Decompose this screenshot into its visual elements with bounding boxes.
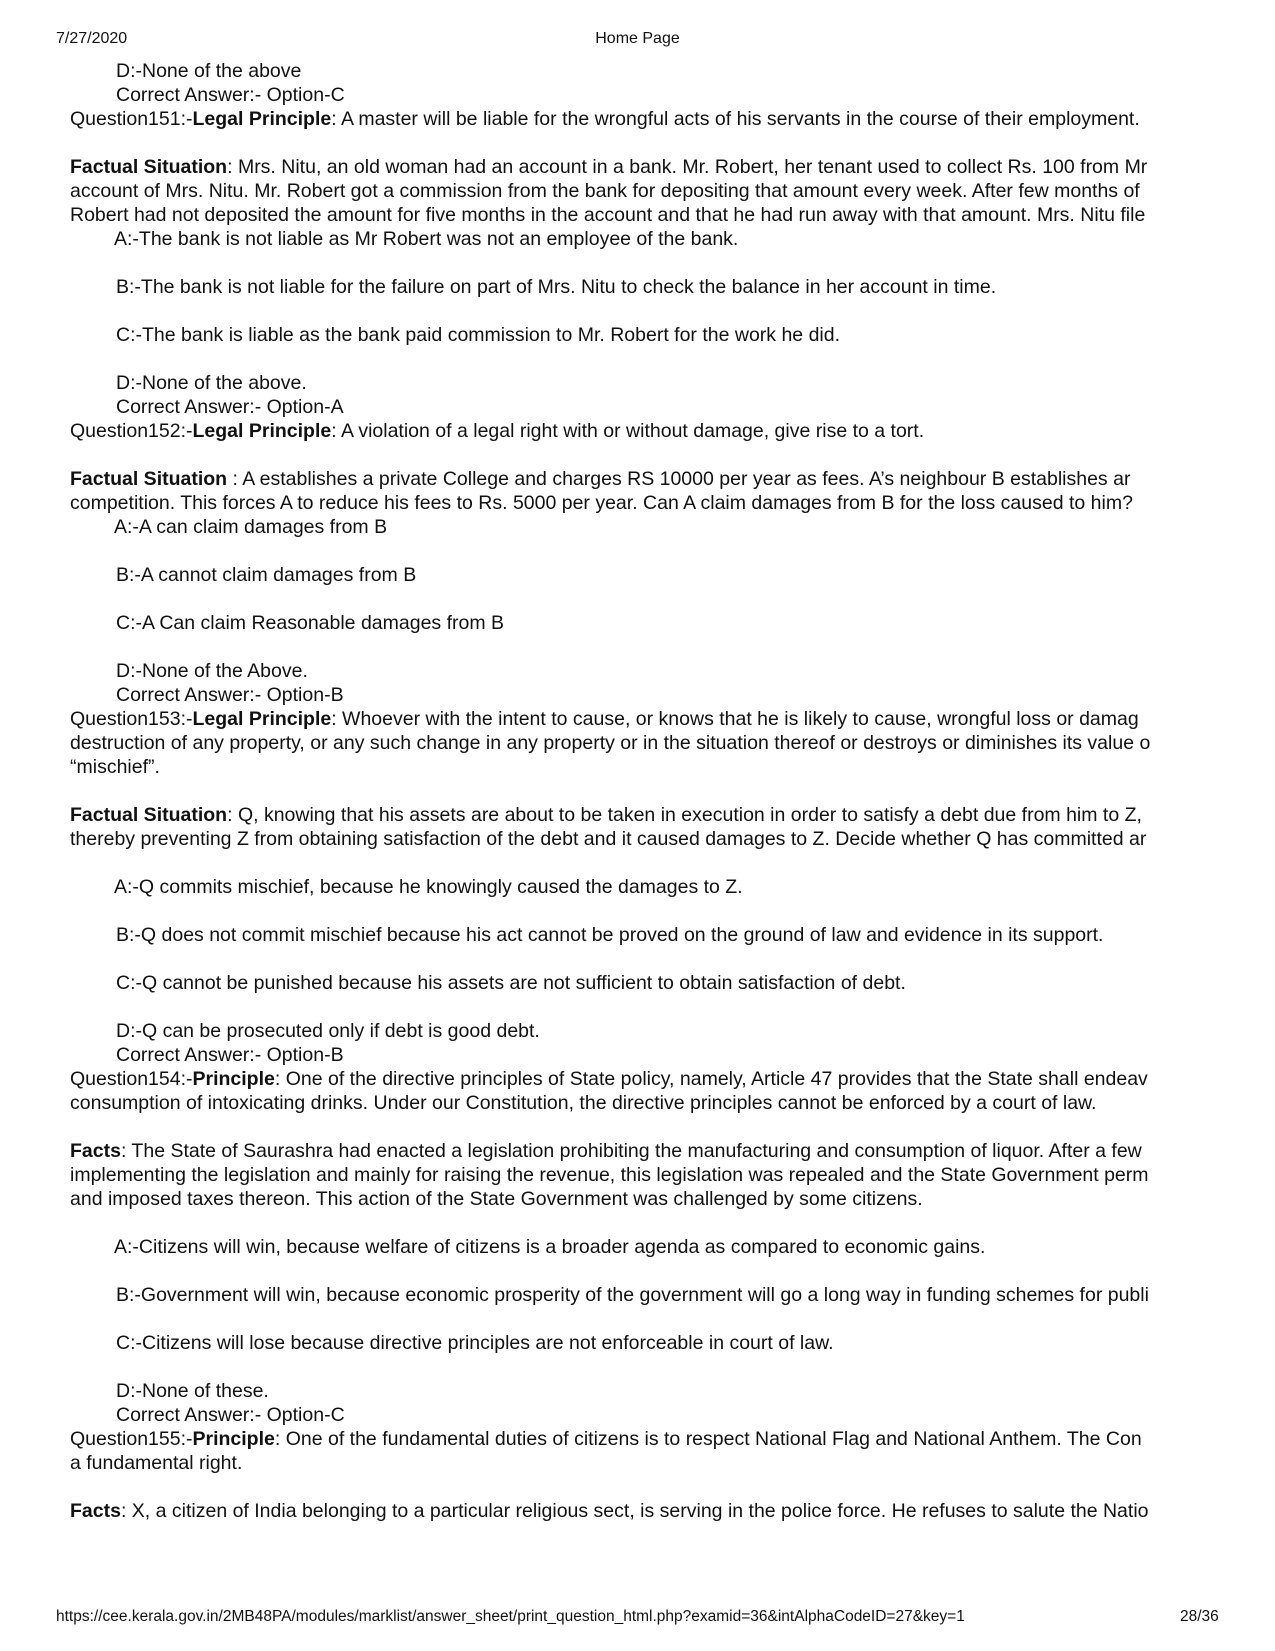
- option-d: D:-None of the above.: [116, 372, 307, 394]
- principle-text: : One of the directive principles of State policy, namely, Article 47 provides that the State shall endeav: [274, 1068, 1148, 1090]
- option-d: D:-None of the Above.: [116, 660, 308, 682]
- factual-situation: [70, 155, 1220, 179]
- option-c: C:-Q cannot be punished because his assets are not sufficient to obtain satisfaction of debt.: [116, 972, 906, 994]
- facts-label: Facts: [70, 1500, 121, 1522]
- option-c: C:-Citizens will lose because directive principles are not enforceable in court of law.: [116, 1332, 834, 1354]
- principle-label: Principle: [192, 1428, 275, 1450]
- question-list: [70, 59, 1220, 1523]
- factual-situation-text: : Q, knowing that his assets are about to be taken in execution in order to satisfy a debt due from him to Z,: [227, 804, 1142, 826]
- principle-label: Legal Principle: [192, 420, 332, 442]
- option-d: D:-None of the above: [116, 60, 302, 82]
- option-c: C:-The bank is liable as the bank paid commission to Mr. Robert for the work he did.: [116, 324, 841, 346]
- facts-line: and imposed taxes thereon. This action of the State Government was challenged by some citizens.: [70, 1188, 923, 1210]
- option-d: D:-None of these.: [116, 1380, 269, 1402]
- factual-situation-text: : Mrs. Nitu, an old woman had an account in a bank. Mr. Robert, her tenant used to collect Rs. 100 from Mr: [227, 156, 1148, 178]
- factual-situation-text: : A establishes a private College and charges RS 10000 per year as fees. A’s neighbour B establishes ar: [227, 468, 1131, 490]
- correct-answer: Correct Answer:- Option-C: [116, 84, 345, 106]
- option-a: A:-Q commits mischief, because he knowingly caused the damages to Z.: [114, 876, 743, 898]
- factual-situation-label: Factual Situation: [70, 156, 228, 178]
- facts: [70, 1499, 1220, 1523]
- page-number: 28/36: [1180, 1608, 1219, 1625]
- facts-line: implementing the legislation and mainly for raising the revenue, this legislation was repealed and the State Government perm: [70, 1164, 1149, 1186]
- correct-answer: Correct Answer:- Option-B: [116, 1044, 344, 1066]
- principle-line: destruction of any property, or any such change in any property or in the situation thereof or destroys or diminishes its value o: [70, 732, 1151, 754]
- factual-situation: [70, 803, 1220, 827]
- question-155: [70, 1427, 1220, 1451]
- principle-line: “mischief”.: [70, 756, 160, 778]
- option-a: A:-The bank is not liable as Mr Robert was not an employee of the bank.: [114, 228, 739, 250]
- question-number: Question155:-: [70, 1428, 193, 1450]
- question-number: Question154:-: [70, 1068, 193, 1090]
- correct-answer: Correct Answer:- Option-C: [116, 1404, 345, 1426]
- option-a: A:-Citizens will win, because welfare of citizens is a broader agenda as compared to economic gains.: [114, 1236, 986, 1258]
- question-151: [70, 107, 1220, 131]
- principle-line: a fundamental right.: [70, 1452, 243, 1474]
- option-b: B:-Government will win, because economic prosperity of the government will go a long way in funding schemes for publi: [116, 1284, 1149, 1306]
- principle-label: Legal Principle: [192, 108, 332, 130]
- option-b: B:-Q does not commit mischief because his act cannot be proved on the ground of law and evidence in its support.: [116, 924, 1104, 946]
- principle-label: Legal Principle: [192, 708, 332, 730]
- question-153: [70, 707, 1220, 731]
- question-number: Question152:-: [70, 420, 193, 442]
- print-date: 7/27/2020: [56, 30, 128, 47]
- option-b: B:-The bank is not liable for the failure on part of Mrs. Nitu to check the balance in her account in time.: [116, 276, 997, 298]
- factual-situation-line: Robert had not deposited the amount for five months in the account and that he had run away with that amount. Mrs. Nitu file: [70, 204, 1146, 226]
- option-b: B:-A cannot claim damages from B: [116, 564, 417, 586]
- facts-label: Facts: [70, 1140, 121, 1162]
- correct-answer: Correct Answer:- Option-B: [116, 684, 344, 706]
- factual-situation-label: Factual Situation: [70, 804, 228, 826]
- factual-situation: [70, 467, 1220, 491]
- option-d: D:-Q can be prosecuted only if debt is good debt.: [116, 1020, 540, 1042]
- principle-text: : A master will be liable for the wrongful acts of his servants in the course of their employment.: [331, 108, 1140, 130]
- question-number: Question151:-: [70, 108, 193, 130]
- question-152: [70, 419, 1220, 443]
- page-title: Home Page: [595, 30, 680, 47]
- facts-text: : The State of Saurashra had enacted a legislation prohibiting the manufacturing and consumption of liquor. After a few: [120, 1140, 1142, 1162]
- facts: [70, 1139, 1220, 1163]
- correct-answer: Correct Answer:- Option-A: [116, 396, 344, 418]
- factual-situation-line: account of Mrs. Nitu. Mr. Robert got a commission from the bank for depositing that amount every week. After few months of: [70, 180, 1140, 202]
- factual-situation-line: thereby preventing Z from obtaining satisfaction of the debt and it caused damages to Z. Decide whether Q has committed ar: [70, 828, 1147, 850]
- principle-label: Principle: [192, 1068, 275, 1090]
- factual-situation-label: Factual Situation: [70, 468, 228, 490]
- option-a: A:-A can claim damages from B: [114, 516, 388, 538]
- option-c: C:-A Can claim Reasonable damages from B: [116, 612, 505, 634]
- principle-text: : Whoever with the intent to cause, or knows that he is likely to cause, wrongful loss or damag: [331, 708, 1139, 730]
- question-number: Question153:-: [70, 708, 193, 730]
- page-url: https://cee.kerala.gov.in/2MB48PA/modules/marklist/answer_sheet/print_question_html.php?examid=36&intAlphaCodeID=27&key=1: [56, 1608, 965, 1625]
- facts-text: : X, a citizen of India belonging to a particular religious sect, is serving in the police force. He refuses to salute the Natio: [120, 1500, 1149, 1522]
- principle-line: consumption of intoxicating drinks. Under our Constitution, the directive principles cannot be enforced by a court of law.: [70, 1092, 1097, 1114]
- principle-text: : One of the fundamental duties of citizens is to respect National Flag and National Anthem. The Con: [274, 1428, 1142, 1450]
- question-154: [70, 1067, 1220, 1091]
- factual-situation-line: competition. This forces A to reduce his fees to Rs. 5000 per year. Can A claim damages from B for the loss caused to him?: [70, 492, 1133, 514]
- principle-text: : A violation of a legal right with or without damage, give rise to a tort.: [331, 420, 925, 442]
